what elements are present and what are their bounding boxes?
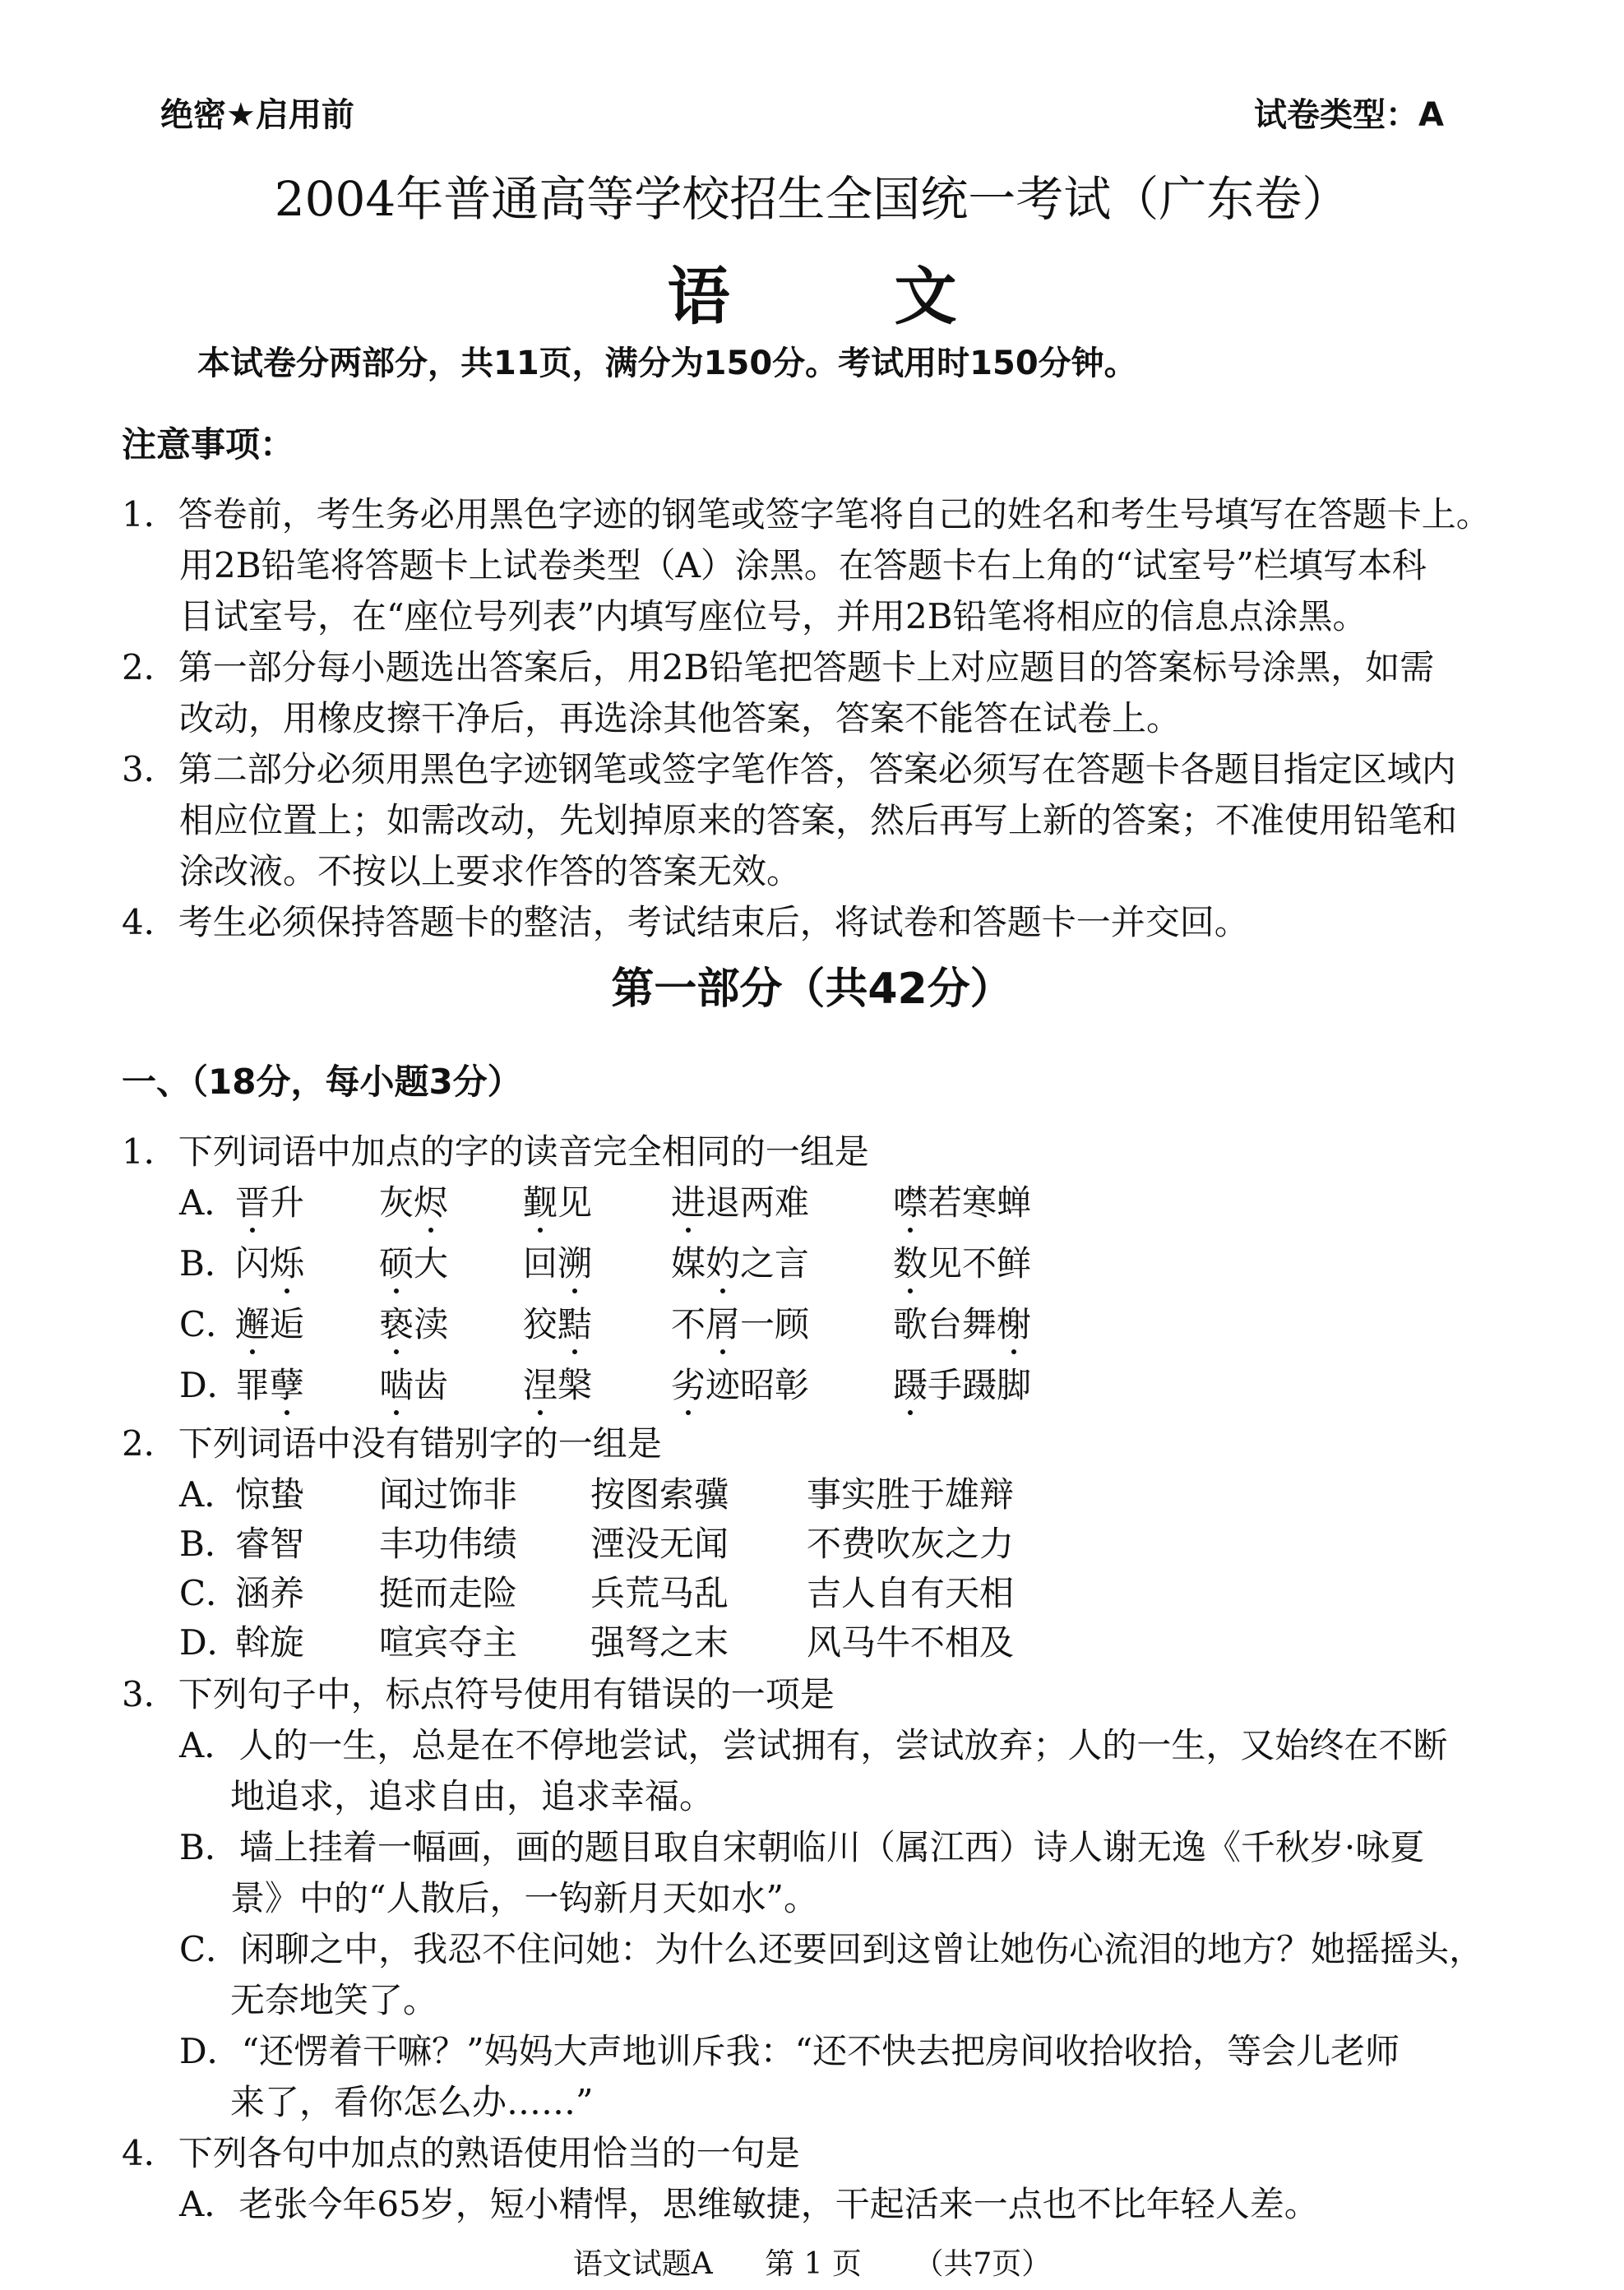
note-line: 目试室号，在“座位号列表”内填写座位号，并用2B铅笔将相应的信息点涂黑。 bbox=[179, 596, 1367, 636]
option-word: 亵渎 bbox=[379, 1304, 449, 1344]
option-word: 晋升 bbox=[235, 1182, 305, 1223]
option-word: 湮没无闻 bbox=[590, 1524, 729, 1564]
option-word: 兵荒马乱 bbox=[590, 1573, 729, 1613]
q4-option-a: A．老张今年65岁，短小精悍，思维敏捷，干起活来一点也不比年轻人差。 bbox=[179, 2184, 1319, 2224]
option-label: D． bbox=[179, 1365, 242, 1405]
option-label: C． bbox=[179, 1304, 241, 1344]
note-line: 4．考生必须保持答题卡的整洁，考试结束后，将试卷和答题卡一并交回。 bbox=[122, 902, 1249, 942]
q2-stem: 2．下列词语中没有错别字的一组是 bbox=[122, 1423, 662, 1464]
option-word: 媒妁之言 bbox=[671, 1243, 810, 1284]
option-label: D． bbox=[179, 1622, 242, 1663]
option-word: 喧宾夺主 bbox=[379, 1622, 518, 1663]
exam-intro: 本试卷分两部分，共11页，满分为150分。考试用时150分钟。 bbox=[197, 345, 1137, 382]
option-word: 强弩之末 bbox=[590, 1622, 729, 1663]
footer-total: （共7页） bbox=[914, 2247, 1052, 2281]
option-word: 回溯 bbox=[523, 1243, 593, 1284]
option-word: 不屑一顾 bbox=[671, 1304, 810, 1344]
option-word: 风马牛不相及 bbox=[807, 1622, 1015, 1663]
section-one-title: 一、（18分，每小题3分） bbox=[122, 1062, 522, 1102]
option-word: 睿智 bbox=[235, 1524, 305, 1564]
paper-type-label: 试卷类型：A bbox=[1254, 96, 1444, 134]
option-label: A． bbox=[179, 1182, 239, 1223]
note-line: 相应位置上；如需改动，先划掉原来的答案，然后再写上新的答案；不准使用铅笔和 bbox=[179, 800, 1458, 840]
q3-option-d-cont: 来了，看你怎么办……” bbox=[230, 2082, 594, 2122]
q3-option-a-cont: 地追求，追求自由，追求幸福。 bbox=[230, 1776, 715, 1816]
option-word: 涅槃 bbox=[523, 1365, 593, 1405]
option-word: 闻过饰非 bbox=[379, 1474, 518, 1515]
option-word: 歌台舞榭 bbox=[893, 1304, 1032, 1344]
option-label: C． bbox=[179, 1573, 241, 1613]
q3-option-b: B．墙上挂着一幅画，画的题目取自宋朝临川（属江西）诗人谢无逸《千秋岁·咏夏 bbox=[179, 1827, 1425, 1867]
note-line: 用2B铅笔将答题卡上试卷类型（A）涂黑。在答题卡右上角的“试室号”栏填写本科 bbox=[179, 545, 1427, 585]
subject-title: 语文 bbox=[667, 260, 1122, 333]
q1-stem: 1．下列词语中加点的字的读音完全相同的一组是 bbox=[122, 1131, 869, 1172]
option-word: 啮齿 bbox=[379, 1365, 449, 1405]
option-word: 邂逅 bbox=[235, 1304, 305, 1344]
option-word: 觐见 bbox=[523, 1182, 593, 1223]
confidential-label: 绝密★启用前 bbox=[160, 96, 354, 134]
option-word: 按图索骥 bbox=[590, 1474, 729, 1515]
option-label: A． bbox=[179, 1474, 239, 1515]
option-word: 劣迹昭彰 bbox=[671, 1365, 810, 1405]
option-word: 噤若寒蝉 bbox=[893, 1182, 1032, 1223]
footer-page: 第 1 页 bbox=[765, 2247, 862, 2281]
option-word: 数见不鲜 bbox=[893, 1243, 1032, 1284]
option-word: 挺而走险 bbox=[379, 1573, 518, 1613]
option-word: 闪烁 bbox=[235, 1243, 305, 1284]
option-word: 进退两难 bbox=[671, 1182, 810, 1223]
footer-subject: 语文试题A bbox=[572, 2247, 713, 2281]
note-line: 3．第二部分必须用黑色字迹钢笔或签字笔作答，答案必须写在答题卡各题目指定区域内 bbox=[122, 749, 1456, 789]
option-label: B． bbox=[179, 1243, 239, 1284]
q3-option-c: C．闲聊之中，我忍不住问她：为什么还要回到这曾让她伤心流泪的地方？她摇摇头， bbox=[179, 1929, 1484, 1969]
q3-option-d: D．“还愣着干嘛？”妈妈大声地训斥我：“还不快去把房间收拾收拾，等会儿老师 bbox=[179, 2031, 1400, 2071]
page-footer bbox=[0, 2241, 1624, 2283]
note-line: 1．答卷前，考生务必用黑色字迹的钢笔或签字笔将自己的姓名和考生号填写在答题卡上。 bbox=[122, 494, 1491, 534]
option-word: 事实胜于雄辩 bbox=[807, 1474, 1015, 1515]
exam-title: 2004年普通高等学校招生全国统一考试（广东卷） bbox=[274, 171, 1350, 227]
option-word: 蹑手蹑脚 bbox=[893, 1365, 1032, 1405]
option-word: 硕大 bbox=[379, 1243, 449, 1284]
q3-option-b-cont: 景》中的“人散后，一钩新月天如水”。 bbox=[230, 1878, 818, 1918]
notes-heading: 注意事项： bbox=[122, 424, 295, 465]
option-word: 惊蛰 bbox=[235, 1474, 305, 1515]
note-line: 涂改液。不按以上要求作答的答案无效。 bbox=[179, 851, 802, 891]
option-word: 丰功伟绩 bbox=[379, 1524, 518, 1564]
option-word: 灰烬 bbox=[379, 1182, 449, 1223]
q3-stem: 3．下列句子中，标点符号使用有错误的一项是 bbox=[122, 1674, 835, 1714]
option-word: 涵养 bbox=[235, 1573, 305, 1613]
option-label: B． bbox=[179, 1524, 239, 1564]
q4-stem: 4．下列各句中加点的熟语使用恰当的一句是 bbox=[122, 2133, 800, 2173]
option-word: 吉人自有天相 bbox=[807, 1573, 1015, 1613]
option-word: 狡黠 bbox=[523, 1304, 593, 1344]
note-line: 2．第一部分每小题选出答案后，用2B铅笔把答题卡上对应题目的答案标号涂黑，如需 bbox=[122, 647, 1435, 687]
q3-option-c-cont: 无奈地笑了。 bbox=[230, 1980, 438, 2020]
option-word: 斡旋 bbox=[235, 1622, 305, 1663]
option-word: 不费吹灰之力 bbox=[807, 1524, 1015, 1564]
part-one-title: 第一部分（共42分） bbox=[611, 965, 1013, 1014]
q3-option-a: A．人的一生，总是在不停地尝试，尝试拥有，尝试放弃；人的一生，又始终在不断 bbox=[179, 1725, 1448, 1765]
note-line: 改动，用橡皮擦干净后，再选涂其他答案，答案不能答在试卷上。 bbox=[179, 698, 1182, 738]
option-word: 罪孽 bbox=[235, 1365, 305, 1405]
